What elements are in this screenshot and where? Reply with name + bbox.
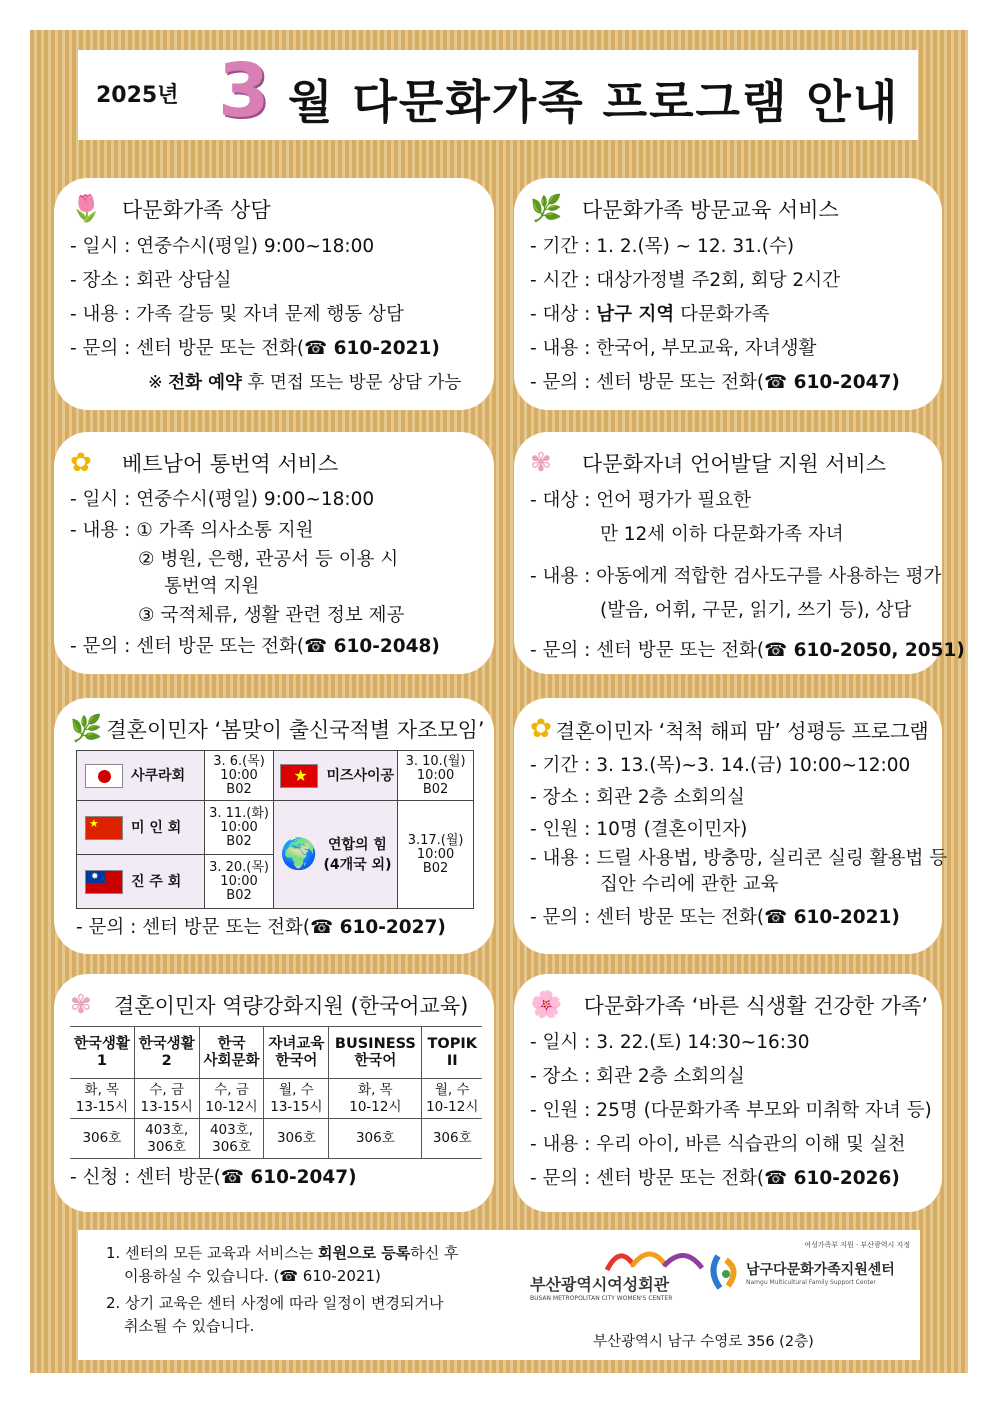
card-title: 다문화자녀 언어발달 지원 서비스: [582, 452, 887, 476]
notice-1-cont: 이용하실 수 있습니다. (☎ 610-2021): [124, 1267, 381, 1285]
class-room: 403호, 306호: [199, 1119, 264, 1159]
info-line: - 기간 : 1. 2.(목) ~ 12. 31.(수): [530, 236, 795, 257]
page-title: 월 다문화가족 프로그램 안내: [288, 75, 900, 129]
blossom-icon: ✾: [70, 990, 92, 1020]
info-line: ② 병원, 은행, 관공서 등 이용 시: [138, 549, 399, 570]
class-room: 306호: [329, 1119, 422, 1159]
info-line: 만 12세 이하 다문화가족 자녀: [600, 524, 844, 545]
namgu-center-name: 남구다문화가족지원센터: [746, 1261, 895, 1278]
contact-line: - 문의 : 센터 방문 또는 전화(☎ 610-2021): [530, 907, 900, 928]
namgu-center-logo: [710, 1240, 910, 1292]
card-title: 결혼이민자 역량강화지원 (한국어교육): [114, 994, 469, 1018]
korean-class-table: [70, 1026, 482, 1159]
notice-1: 1. 센터의 모든 교육과 서비스는 회원으로 등록하신 후: [106, 1244, 459, 1262]
contact-line: - 문의 : 센터 방문 또는 전화(☎ 610-2050, 2051): [530, 640, 965, 661]
womens-center-logo: [530, 1242, 720, 1302]
counsel-note: ※ 전화 예약 후 면접 또는 방문 상담 가능: [148, 373, 462, 393]
title-banner: [78, 50, 918, 140]
namgu-center-sponsor: 여성가족부 지원 · 부산광역시 지정: [804, 1241, 910, 1249]
class-days: 수, 금 13-15시: [134, 1079, 199, 1119]
namgu-center-name-en: Namgu Multicultural Family Support Center: [746, 1278, 876, 1286]
blossom-icon: ✾: [530, 448, 552, 478]
class-days: 화, 목 10-12시: [329, 1079, 422, 1119]
leaf-icon: 🌿: [70, 714, 103, 744]
info-line: - 내용 : ① 가족 의사소통 지원: [70, 520, 314, 541]
class-header: 한국 사회문화: [199, 1027, 264, 1079]
info-line: ③ 국적체류, 생활 관련 정보 제공: [138, 605, 405, 626]
notice-2: 2. 상기 교육은 센터 사정에 따라 일정이 변경되거나: [106, 1294, 444, 1312]
info-line: - 내용 : 우리 아이, 바른 식습관의 이해 및 실천: [530, 1134, 906, 1155]
center-address: 부산광역시 남구 수영로 356 (2층): [593, 1334, 814, 1350]
china-flag-icon: ★: [85, 816, 123, 840]
contact-line: - 문의 : 센터 방문 또는 전화(☎ 610-2026): [530, 1168, 900, 1189]
contact-line: - 문의 : 센터 방문 또는 전화(☎ 610-2027): [76, 917, 446, 938]
class-header: TOPIK II: [422, 1027, 482, 1079]
info-line: - 대상 : 언어 평가가 필요한: [530, 490, 752, 511]
info-line: (발음, 어휘, 구문, 읽기, 쓰기 등), 상담: [600, 600, 912, 621]
info-line: - 장소 : 회관 2층 소회의실: [530, 787, 745, 808]
info-line: - 내용 : 한국어, 부모교육, 자녀생활: [530, 338, 817, 359]
contact-line: - 신청 : 센터 방문(☎ 610-2047): [70, 1167, 357, 1188]
leaf-icon: 🌿: [530, 194, 563, 224]
info-line: - 장소 : 회관 상담실: [70, 270, 232, 291]
class-room: 306호: [264, 1119, 329, 1159]
meetup-table: [76, 750, 474, 909]
class-header: 한국생활 2: [134, 1027, 199, 1079]
class-days: 화, 목 13-15시: [70, 1079, 134, 1119]
japan-flag-icon: [85, 764, 123, 788]
card-interpretation: [54, 432, 494, 674]
group-saigon: ★ 미즈사이공: [274, 751, 398, 801]
class-days: 월, 수 10-12시: [422, 1079, 482, 1119]
vietnam-flag-icon: ★: [280, 764, 318, 788]
title-month: 3: [218, 48, 270, 134]
info-line: - 기간 : 3. 13.(목)~3. 14.(금) 10:00~12:00: [530, 755, 911, 776]
group-schedule: 3. 11.(화) 10:00 B02: [204, 801, 274, 855]
class-room: 306호: [422, 1119, 482, 1159]
class-header: 자녀교육 한국어: [264, 1027, 329, 1079]
card-language: [514, 432, 965, 674]
card-title: 베트남어 통번역 서비스: [122, 452, 339, 476]
title-year: 2025년: [96, 83, 179, 108]
class-room: 403호, 306호: [134, 1119, 199, 1159]
class-room: 306호: [70, 1119, 134, 1159]
group-schedule: 3. 20.(목) 10:00 B02: [204, 855, 274, 909]
card-diet: [514, 974, 942, 1212]
info-line: - 일시 : 3. 22.(토) 14:30~16:30: [530, 1032, 810, 1053]
poster-background: [30, 30, 968, 1373]
group-jinju: ✸ 진 주 회: [77, 855, 205, 909]
taiwan-flag-icon: ✸: [85, 870, 123, 894]
info-line: - 내용 : 아동에게 적합한 검사도구를 사용하는 평가: [530, 566, 942, 587]
group-sakura: 사쿠라회: [77, 751, 205, 801]
info-line: - 인원 : 10명 (결혼이민자): [530, 819, 748, 840]
card-meetup: [54, 698, 494, 954]
class-days: 월, 수 13-15시: [264, 1079, 329, 1119]
group-schedule: 3. 6.(목) 10:00 B02: [204, 751, 274, 801]
card-title: 다문화가족 ‘바른 식생활 건강한 가족’: [583, 994, 928, 1018]
notice-box: [78, 1230, 920, 1360]
tulip-icon: 🌷: [70, 194, 103, 224]
card-title: 결혼이민자 ‘봄맞이 출신국적별 자조모임’: [106, 718, 485, 742]
flower-icon: ✿: [530, 714, 552, 744]
info-line: - 시간 : 대상가정별 주2회, 회당 2시간: [530, 270, 840, 291]
card-happy-mom: [514, 698, 948, 954]
group-union: 🌍 연합의 힘 (4개국 외): [274, 801, 398, 909]
womens-center-name-en: BUSAN METROPOLITAN CITY WOMEN'S CENTER: [530, 1295, 673, 1302]
card-visit: [514, 178, 942, 410]
globe-icon: 🌍: [280, 836, 318, 872]
info-line: - 인원 : 25명 (다문화가족 부모와 미취학 자녀 등): [530, 1100, 932, 1121]
class-days: 수, 금 10-12시: [199, 1079, 264, 1119]
info-line: - 내용 : 가족 갈등 및 자녀 문제 행동 상담: [70, 304, 404, 325]
contact-line: - 문의 : 센터 방문 또는 전화(☎ 610-2048): [70, 636, 440, 657]
info-line: 집안 수리에 관한 교육: [600, 874, 779, 895]
class-header: 한국생활 1: [70, 1027, 134, 1079]
card-counsel: [54, 178, 494, 410]
card-title: 다문화가족 상담: [122, 198, 271, 222]
info-line: - 일시 : 연중수시(평일) 9:00~18:00: [70, 236, 375, 257]
info-line: - 대상 : 남구 지역 다문화가족: [530, 304, 770, 325]
info-line: - 일시 : 연중수시(평일) 9:00~18:00: [70, 489, 375, 510]
group-mi-in: ★ 미 인 회: [77, 801, 205, 855]
pink-flower-icon: 🌸: [530, 990, 563, 1020]
info-line: - 내용 : 드릴 사용법, 방충망, 실리콘 실링 활용법 등: [530, 848, 948, 869]
info-line: - 장소 : 회관 2층 소회의실: [530, 1066, 745, 1087]
notice-2-cont: 취소될 수 있습니다.: [124, 1317, 255, 1335]
card-title: 결혼이민자 ‘척척 해피 맘’ 성평등 프로그램: [555, 718, 929, 743]
card-title: 다문화가족 방문교육 서비스: [582, 198, 839, 222]
contact-line: - 문의 : 센터 방문 또는 전화(☎ 610-2021): [70, 338, 440, 359]
group-schedule: 3.17.(월) 10:00 B02: [398, 801, 474, 909]
contact-line: - 문의 : 센터 방문 또는 전화(☎ 610-2047): [530, 372, 900, 393]
womens-center-name: 부산광역시여성회관: [530, 1275, 670, 1294]
card-korean: [54, 974, 494, 1212]
class-header: BUSINESS 한국어: [329, 1027, 422, 1079]
info-line: 통번역 지원: [164, 576, 260, 597]
namgu-center-logo-icon: [710, 1252, 742, 1292]
group-schedule: 3. 10.(월) 10:00 B02: [398, 751, 474, 801]
flower-icon: ✿: [70, 448, 92, 478]
